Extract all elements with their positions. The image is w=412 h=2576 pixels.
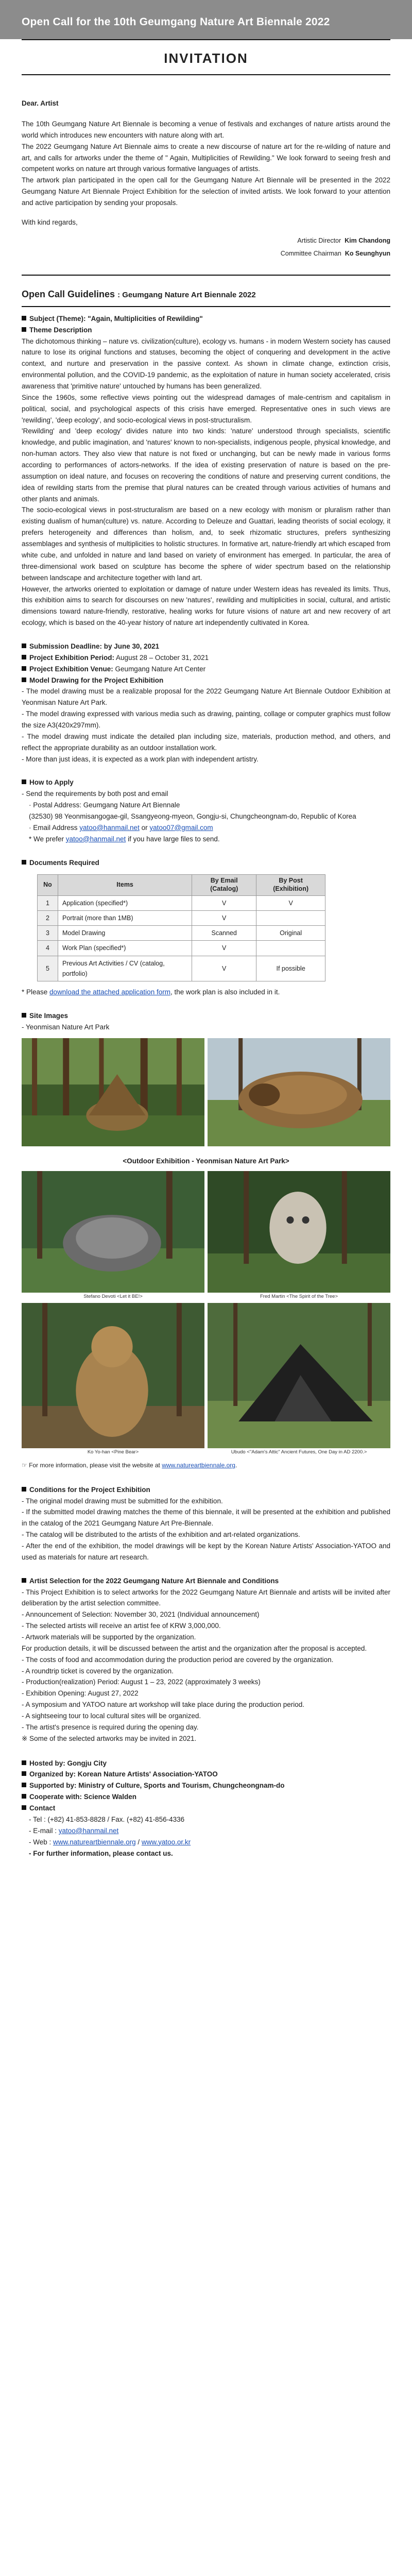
- table-row: 5 Previous Art Activities / CV (catalog, portfolio) V If possible: [38, 956, 325, 981]
- artwork-photo: [208, 1171, 390, 1293]
- selection-item: - The artist's presence is required during the opening day.: [22, 1723, 199, 1731]
- hosted-by: Hosted by: Gongju City: [22, 1758, 390, 1769]
- conditions-heading: Conditions for the Project Exhibition: [22, 1484, 390, 1496]
- website-link[interactable]: www.natureartbiennale.org: [53, 1838, 136, 1846]
- selection-item: - Exhibition Opening: August 27, 2022: [22, 1689, 139, 1698]
- apply-line: · Postal Address: Geumgang Nature Art Biennale: [29, 801, 180, 809]
- signature-role: Committee Chairman: [280, 249, 341, 257]
- model-item: - The model drawing expressed with various media such as drawing, painting, collage or computer graphics must follow the size A3(420x297mm).: [22, 710, 390, 729]
- apply-line: (32530) 98 Yeonmisangogae-gil, Ssangyeong-myeon, Gongju-si, Chungcheongnam-do, Republic of Korea: [29, 812, 356, 820]
- contact-tel: - Tel : (+82) 41-853-8828 / Fax. (+82) 41-856-4336: [29, 1815, 185, 1823]
- selection-item: - Artwork materials will be supported by the organization.: [22, 1633, 196, 1641]
- organized-by: Organized by: Korean Nature Artists' Association-YATOO: [22, 1769, 390, 1780]
- artwork-photo: [22, 1303, 204, 1448]
- selection-item: - Production(realization) Period: August 1 – 23, 2022 (approximately 3 weeks): [22, 1678, 261, 1686]
- email-link[interactable]: yatoo@hanmail.net: [79, 823, 140, 832]
- website-link[interactable]: www.natureartbiennale.org: [162, 1462, 235, 1469]
- selection-heading: Artist Selection for the 2022 Geumgang Nature Art Biennale and Conditions: [22, 1575, 390, 1587]
- model-heading: Model Drawing for the Project Exhibition: [22, 675, 390, 686]
- artwork-photo: [22, 1171, 204, 1293]
- cooperate-with: Cooperate with: Science Walden: [22, 1791, 390, 1803]
- documents-note: * Please download the attached application form, the work plan is also included in it.: [22, 988, 280, 996]
- application-form-link[interactable]: download the attached application form: [49, 988, 170, 996]
- site-heading: Site Images: [22, 1010, 390, 1022]
- exhibition-venue: Project Exhibition Venue: Geumgang Nature Art Center: [22, 664, 390, 675]
- selection-item: For production details, it will be discussed between the artist and the organization after the proposal is accepted.: [22, 1644, 367, 1652]
- email-link[interactable]: yatoo@hanmail.net: [58, 1826, 119, 1835]
- letter-paragraph: The 10th Geumgang Nature Art Biennale is becoming a venue of festivals and exchanges of nature artists around the world which introduces new encounters with nature along with art.: [22, 120, 390, 139]
- guidelines-subheading: : Geumgang Nature Art Biennale 2022: [117, 290, 256, 299]
- selection-item: - A symposium and YATOO nature art workshop will take place during the production period.: [22, 1701, 305, 1709]
- selection-item: - Announcement of Selection: November 30, 2021 (Individual announcement): [22, 1611, 260, 1619]
- table-header: By Post (Exhibition): [256, 875, 325, 895]
- selection-item: - This Project Exhibition is to select artworks for the 2022 Geumgang Nature Art Biennale and artists will be invited after deliberation by the artist selection committee.: [22, 1588, 390, 1607]
- apply-heading: How to Apply: [22, 777, 390, 788]
- banner-title: Open Call for the 10th Geumgang Nature Art Biennale 2022: [22, 16, 330, 28]
- apply-note: * We prefer yatoo@hanmail.net if you have large files to send.: [29, 835, 220, 843]
- website-link[interactable]: www.yatoo.or.kr: [141, 1838, 191, 1846]
- theme-heading: Theme Description: [22, 325, 390, 336]
- email-link[interactable]: yatoo07@gmail.com: [149, 823, 213, 832]
- signature-name: Ko Seunghyun: [345, 249, 390, 257]
- letter-closing: With kind regards,: [22, 218, 78, 226]
- artwork-photo: [208, 1303, 390, 1448]
- table-row: 4 Work Plan (specified*) V: [38, 941, 325, 956]
- theme-paragraph: The dichotomous thinking – nature vs. civilization(culture), ecology vs. humans - in modern Western society has caused nature to lose its original functions and statuses, becoming the object of conquering and development in the active context, and nurture and preservation in the passive context. As shown in climate change, extinction crisis, environmental pollution, and the COVID-19 pandemic, as the exploitation of nature in human society accelerated, crisis awareness that 'primitive nature' untouched by humans has been generalized.: [22, 337, 390, 391]
- table-row: 2 Portrait (more than 1MB) V: [38, 910, 325, 925]
- outdoor-exhibition-caption: <Outdoor Exhibition - Yeonmisan Nature Art Park>: [123, 1157, 289, 1165]
- letter-greeting: Dear. Artist: [22, 99, 59, 108]
- subject-heading: Subject (Theme): "Again, Multiplicities of Rewilding": [22, 313, 390, 325]
- selection-item: - A sightseeing tour to local cultural sites will be organized.: [22, 1712, 201, 1720]
- model-item: - The model drawing must be a realizable proposal for the 2022 Geumgang Nature Art Biennale Outdoor Exhibition at Yeonmisan Nature Art Park.: [22, 687, 390, 707]
- condition-item: - If the submitted model drawing matches the theme of this biennale, it will be presented at the exhibition and published in the catalog of the 2021 Geumgang Nature Art Pre-Biennale.: [22, 1508, 390, 1528]
- apply-email-line: · Email Address yatoo@hanmail.net or yatoo07@gmail.com: [29, 823, 213, 832]
- table-row: 1 Application (specified*) V V: [38, 895, 325, 910]
- site-photo-forest: [22, 1038, 204, 1146]
- signature-name: Kim Chandong: [345, 236, 390, 244]
- documents-table: [37, 874, 325, 981]
- selection-item: - A roundtrip ticket is covered by the organization.: [22, 1667, 174, 1675]
- more-info-note: ☞ For more information, please visit the website at www.natureartbiennale.org.: [22, 1462, 237, 1469]
- photo-caption: Fred Martin <The Spirit of the Tree>: [260, 1293, 338, 1299]
- documents-heading: Documents Required: [22, 857, 390, 869]
- photo-caption: Ko Yo-han <Pine Bear>: [87, 1449, 139, 1455]
- site-photo-grid: [22, 1038, 390, 1146]
- condition-item: - The catalog will be distributed to the artists of the exhibition and art-related organizations.: [22, 1531, 300, 1539]
- theme-paragraph: However, the artworks oriented to exploitation or damage of nature under Western ideas has revealed its limits. Thus, this exhibition aims to search for discourses on new 'natures', rewilding and multiplicities in social, cultural, and artistic dimensions toward nature-friendly, restorative, healing works for future visions of nature art and new recovery of art ecology, which is based on the 40-year history of nature art independently cultivated in Korea.: [22, 585, 390, 627]
- site-subheading: - Yeonmisan Nature Art Park: [22, 1023, 110, 1031]
- guidelines-body: [0, 313, 412, 1890]
- photo-caption: Stefano Devoti <Let it BE!>: [83, 1293, 143, 1299]
- top-banner: [0, 0, 412, 39]
- contact-heading: Contact: [22, 1803, 390, 1814]
- model-item: - The model drawing must indicate the detailed plan including size, materials, production method, and others, and reflect the appropriate durability as an outdoor installation work.: [22, 732, 390, 752]
- exhibition-photo-grid: [22, 1171, 390, 1456]
- theme-paragraph: The socio-ecological views in post-structuralism are based on a new ecology with monism or pluralism rather than existing dualism of human(culture) vs. nature. According to Deleuze and Guattari, leading theorists of social ecology, it prefers heterogeneity and differences than holism, and, to seek rhizomatic structures, prefers synthesizing assemblages and synthesis of multiplicities to holistic structures. In formative art, nature-friendly art which escaped from white cube, and unfolded in nature and land based on variety of environment has emerged. In particular, the area of three-dimensional work based on sculpture has become the sphere of wider spectrum based on the relationship between landscape and architecture together with land art.: [22, 506, 390, 582]
- model-item: - More than just ideas, it is expected as a work plan with independent artistry.: [22, 755, 259, 763]
- selection-item: - The selected artists will receive an artist fee of KRW 3,000,000.: [22, 1622, 221, 1630]
- table-header: By Email (Catalog): [192, 875, 256, 895]
- letter-paragraph: The artwork plan participated in the open call for the Geumgang Nature Art Biennale will be presented in the 2022 Geumgang Nature Art Biennale Project Exhibition for the selection of invited artists. We look forward to your attention and active participation by sending your proposals.: [22, 176, 390, 207]
- table-row: 3 Model Drawing Scanned Original: [38, 926, 325, 941]
- deadline: Submission Deadline: by June 30, 2021: [22, 641, 390, 652]
- exhibition-period: Project Exhibition Period: August 28 – October 31, 2021: [22, 652, 390, 664]
- site-photo-nest: [208, 1038, 390, 1146]
- guidelines-title: [22, 276, 390, 307]
- condition-item: - After the end of the exhibition, the model drawings will be kept by the Korean Nature Artists' Association-YATOO and used as materials for nature art research.: [22, 1542, 390, 1561]
- invitation-letter: [0, 75, 412, 260]
- photo-caption: Ubudo <"Adam's Attic" Ancient Futures, One Day in AD 2200.>: [231, 1449, 367, 1455]
- contact-email: - E-mail : yatoo@hanmail.net: [29, 1826, 119, 1835]
- theme-paragraph: Since the 1960s, some reflective views pointing out the widespread damages of male-centrism and capitalism in political, social, and psychological aspects of this crisis have emerged. Representative ones in such views are 'rewilding', 'deep ecology', and socio-ecological views in post-structuralism.: [22, 393, 390, 424]
- selection-item: ※ Some of the selected artworks may be invited in 2021.: [22, 1734, 197, 1742]
- table-header: No: [38, 875, 58, 895]
- contact-web: - Web : www.natureartbiennale.org / www.yatoo.or.kr: [29, 1838, 191, 1846]
- selection-item: - The costs of food and accommodation during the production period are covered by the organization.: [22, 1655, 334, 1664]
- signature-role: Artistic Director: [297, 236, 341, 244]
- table-header: Items: [58, 875, 192, 895]
- email-link[interactable]: yatoo@hanmail.net: [65, 835, 126, 843]
- letter-paragraph: The 2022 Geumgang Nature Art Biennale aims to create a new discourse of nature art for the re-wilding of nature and art, and calls for artworks under the theme of " Again, Multiplicities of Rewilding." We look forward to seeing fresh and competent works on nature art through various formative languages of artists.: [22, 142, 390, 173]
- contact-more: - For further information, please contact us.: [29, 1849, 173, 1857]
- signatures: [22, 234, 390, 260]
- apply-line: - Send the requirements by both post and email: [22, 790, 168, 798]
- guidelines-heading: Open Call Guidelines: [22, 289, 115, 299]
- invitation-title: INVITATION: [164, 50, 248, 66]
- invitation-header: [22, 39, 390, 75]
- condition-item: - The original model drawing must be submitted for the exhibition.: [22, 1497, 223, 1505]
- theme-paragraph: 'Rewilding' and 'deep ecology' divides nature into two kinds: 'nature' understood through specialists, scientific knowledge, and public imagination, and 'natures' known to non-specialists, indigenous people, physical knowledge, and non-human actors. They also view that nature is not fixed or unchanging, but can be newly made in various forms according to performances of actors-networks. If the idea of existing preservation of nature is based on the pre-assumption on ideal nature, and focuses on recovering the conditions of nature and preserving current conditions, the idea of rewilding starts from the premise that plural natures can be created through various activities of humans and other plants and animals.: [22, 427, 390, 503]
- supported-by: Supported by: Ministry of Culture, Sports and Tourism, Chungcheongnam-do: [22, 1780, 390, 1791]
